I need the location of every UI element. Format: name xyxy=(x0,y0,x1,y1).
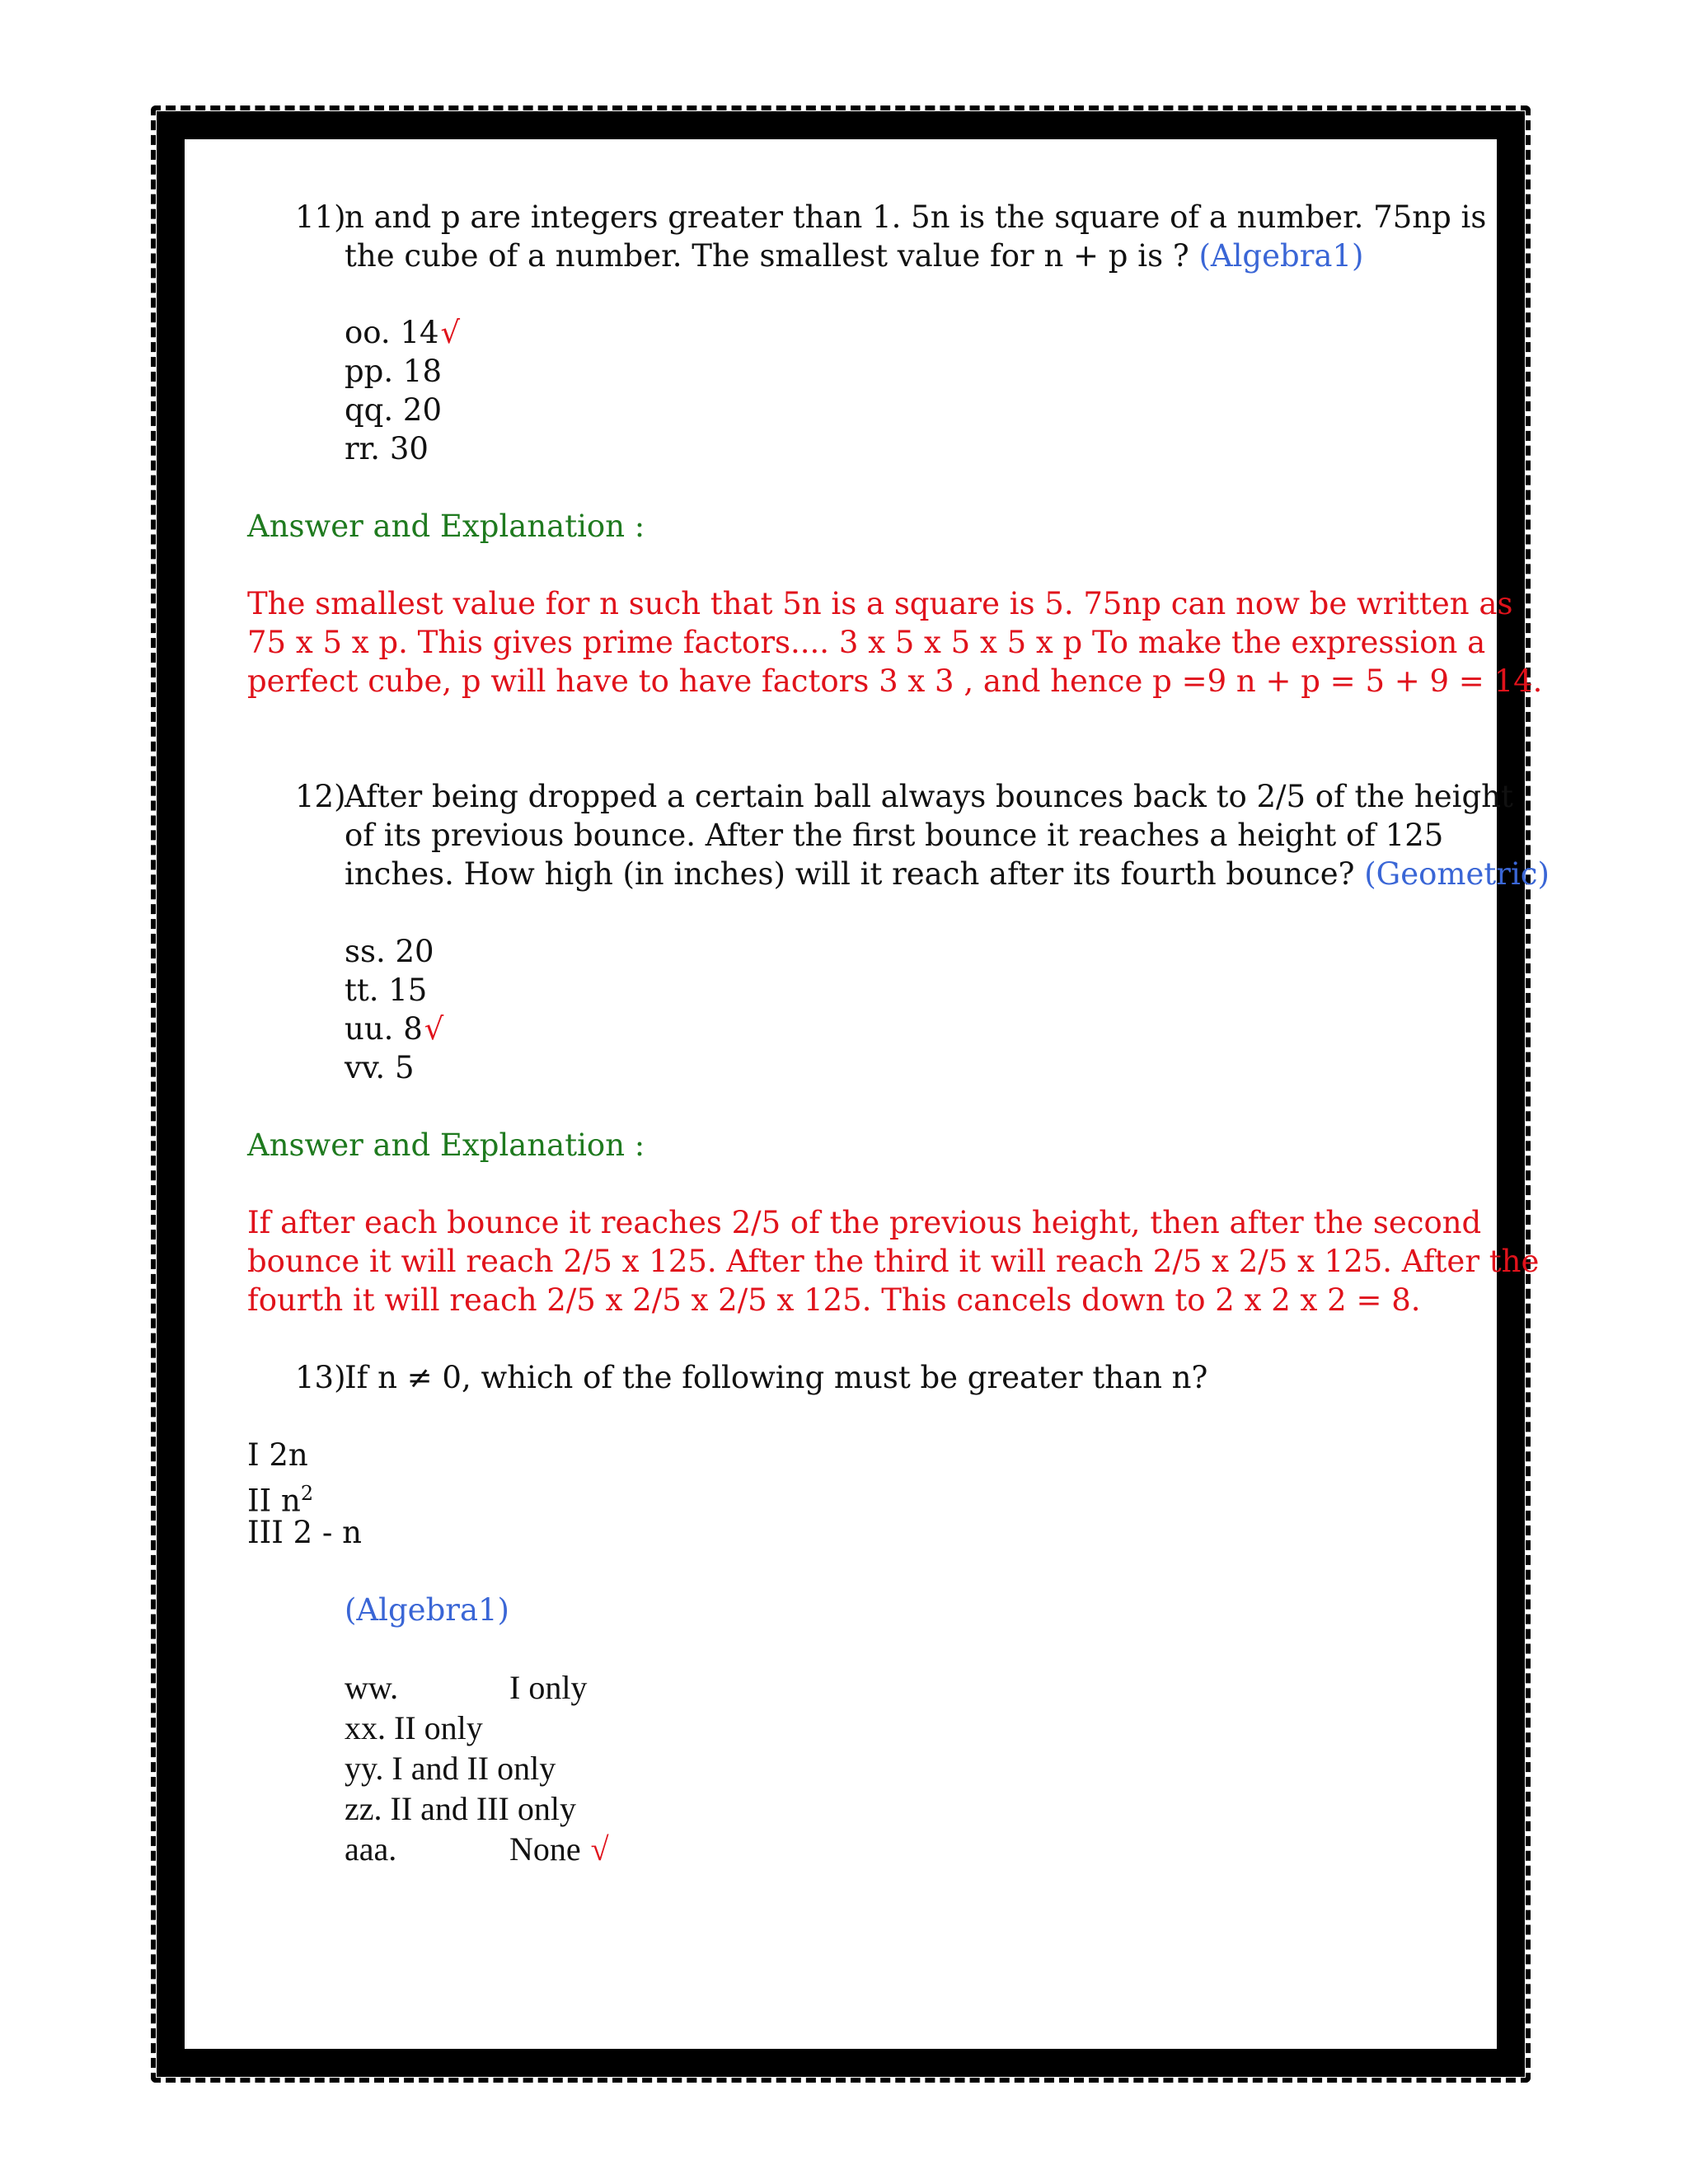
option-label: aaa. xyxy=(345,1830,397,1868)
option-value: 18 xyxy=(402,354,442,389)
q12-option xyxy=(345,1010,443,1048)
q13-statement-1: I 2n xyxy=(247,1437,308,1473)
q11-option xyxy=(345,313,460,352)
q11-number: 11) xyxy=(295,199,346,235)
q13-text-line1: If n ≠ 0, which of the following must be greater than n? xyxy=(345,1360,1208,1395)
q12-text-line3 xyxy=(345,855,1550,893)
option-value: 20 xyxy=(402,392,442,428)
option-label: qq. xyxy=(345,392,394,428)
q12-text-line2: of its previous bounce. After the first bounce it reaches a height of 125 xyxy=(345,818,1444,853)
q11-text-line2 xyxy=(345,237,1363,275)
option-value: 14 xyxy=(400,315,439,350)
q13-option xyxy=(345,1830,609,1868)
q12-topic: (Geometric) xyxy=(1364,856,1550,892)
q11-explanation-line: The smallest value for n such that 5n is a square is 5. 75np can now be written as xyxy=(247,586,1513,621)
q13-option xyxy=(345,1708,483,1747)
option-value: II and III only xyxy=(390,1790,576,1827)
q11-question: the cube of a number. The smallest value for n + p is ? xyxy=(345,238,1199,274)
correct-check-icon: √ xyxy=(440,315,461,350)
q12-question: inches. How high (in inches) will it reach after its fourth bounce? xyxy=(345,856,1365,892)
q11-topic: (Algebra1) xyxy=(1198,238,1364,274)
q12-explanation-line: bounce it will reach 2/5 x 125. After the third it will reach 2/5 x 2/5 x 125. After the xyxy=(247,1244,1540,1279)
q13-option xyxy=(345,1789,576,1828)
q13-option xyxy=(345,1749,556,1788)
statement-exponent: 2 xyxy=(300,1482,314,1505)
correct-check-icon: √ xyxy=(590,1830,609,1868)
option-label: uu. xyxy=(345,1011,394,1047)
q12-text-line1: After being dropped a certain ball always bounces back to 2/5 of the height xyxy=(345,779,1513,814)
option-label: oo. xyxy=(345,315,391,350)
option-value: 8 xyxy=(403,1011,423,1047)
q11-text-line1: n and p are integers greater than 1. 5n is the square of a number. 75np is xyxy=(345,199,1487,235)
q13-option xyxy=(345,1668,587,1707)
q13-statement-3: III 2 - n xyxy=(247,1515,363,1550)
q12-option xyxy=(345,971,427,1010)
option-value: II only xyxy=(394,1709,483,1746)
q13-topic: (Algebra1) xyxy=(345,1592,509,1628)
q11-option xyxy=(345,391,442,429)
option-label: xx. xyxy=(345,1709,386,1746)
q12-option xyxy=(345,1048,415,1087)
option-value: 5 xyxy=(394,1050,415,1085)
q12-number: 12) xyxy=(295,779,346,814)
option-label: rr. xyxy=(345,431,381,466)
correct-check-icon: √ xyxy=(424,1011,444,1047)
option-label: ww. xyxy=(345,1669,399,1706)
option-value: 30 xyxy=(389,431,429,466)
q11-option xyxy=(345,429,429,468)
option-label: zz. xyxy=(345,1790,382,1827)
option-value: I and II only xyxy=(392,1750,556,1787)
q11-explanation-line: perfect cube, p will have to have factors 3 x 3 , and hence p =9 n + p = 5 + 9 = 14. xyxy=(247,663,1543,699)
option-value: 15 xyxy=(388,972,428,1008)
q12-explanation-line: fourth it will reach 2/5 x 2/5 x 2/5 x 125. This cancels down to 2 x 2 x 2 = 8. xyxy=(247,1282,1421,1318)
option-label: tt. xyxy=(345,972,379,1008)
q12-option xyxy=(345,932,434,971)
q11-option xyxy=(345,352,442,391)
option-value: I only xyxy=(509,1669,588,1706)
option-value: None xyxy=(509,1830,581,1868)
option-label: yy. xyxy=(345,1750,384,1787)
option-label: vv. xyxy=(345,1050,386,1085)
q11-explanation-line: 75 x 5 x p. This gives prime factors.... 3 x 5 x 5 x 5 x p To make the expression a xyxy=(247,625,1486,660)
q11-answer-heading: Answer and Explanation : xyxy=(247,509,645,544)
statement-base: II n xyxy=(247,1483,301,1519)
q12-answer-heading: Answer and Explanation : xyxy=(247,1127,645,1163)
option-label: ss. xyxy=(345,934,386,969)
option-value: 20 xyxy=(395,934,434,969)
option-label: pp. xyxy=(345,354,394,389)
q13-number: 13) xyxy=(295,1360,346,1395)
q12-explanation-line: If after each bounce it reaches 2/5 of the previous height, then after the second xyxy=(247,1205,1482,1240)
